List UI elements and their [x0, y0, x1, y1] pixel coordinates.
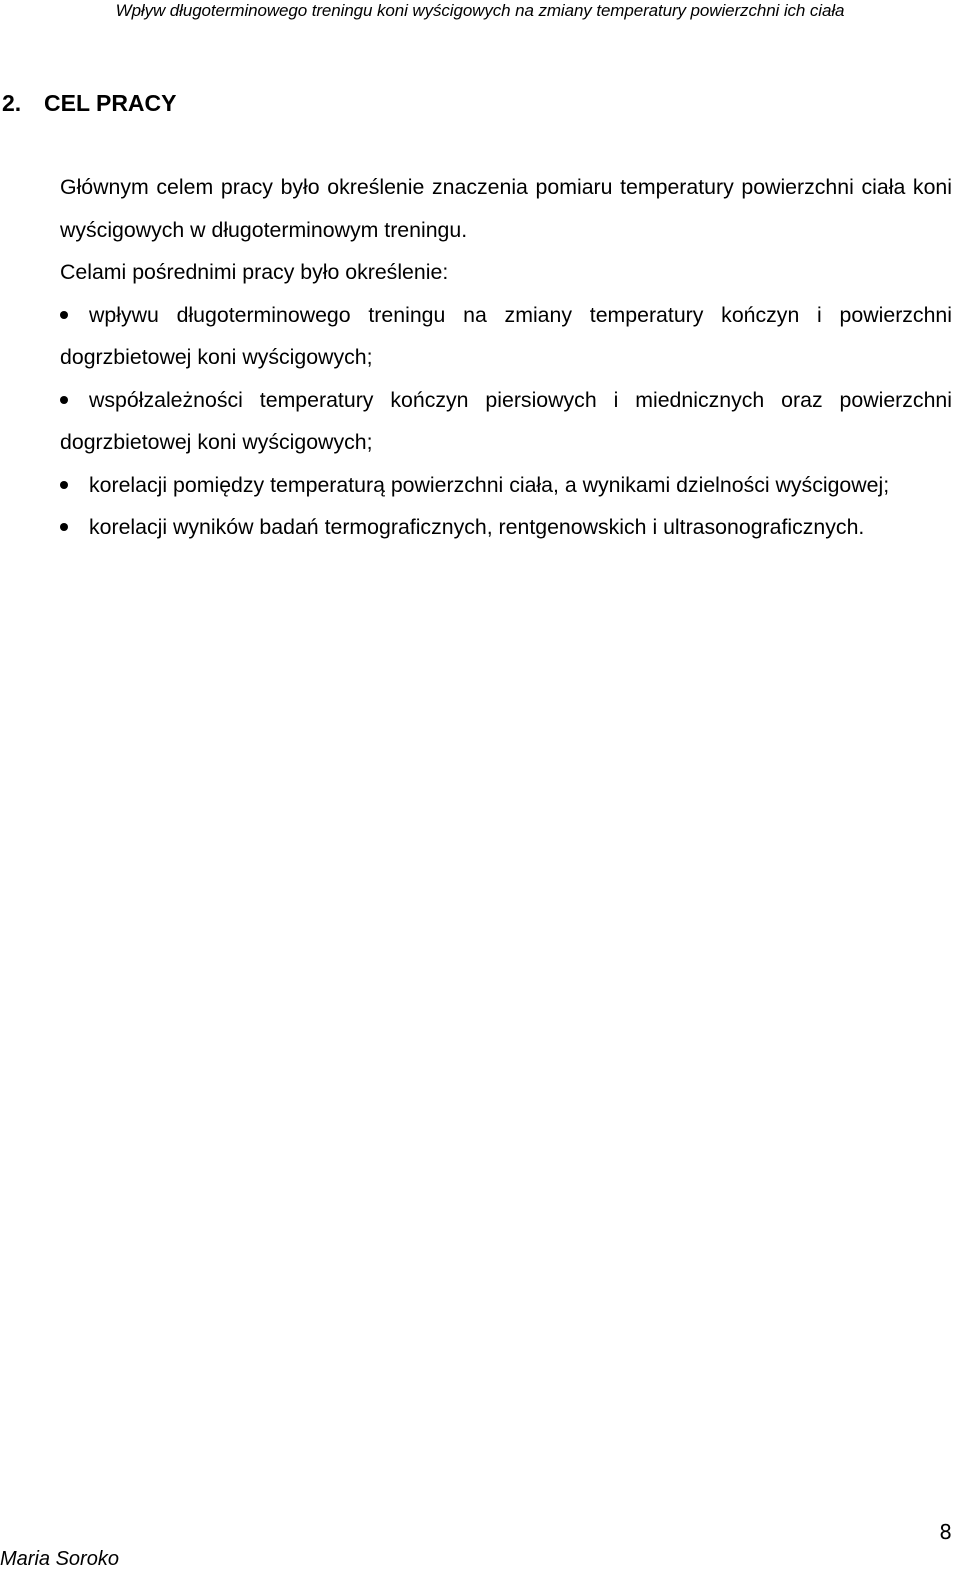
list-item [60, 506, 952, 549]
section-title: CEL PRACY [44, 90, 177, 116]
list-item-text: korelacji pomiędzy temperaturą powierzchni ciała, a wynikami dzielności wyścigowej; [89, 472, 890, 497]
list-item-text: wpływu długoterminowego treningu na zmiany temperatury kończyn i powierzchni dogrzbietowej koni wyścigowych; [60, 302, 952, 369]
bullet-icon [60, 464, 89, 507]
list-item-text: współzależności temperatury kończyn piersiowych i miednicznych oraz powierzchni dogrzbietowej koni wyścigowych; [60, 387, 952, 454]
bullet-icon [60, 294, 89, 337]
author-name: Maria Soroko [0, 1548, 119, 1570]
list-item [60, 464, 952, 507]
running-header: Wpływ długoterminowego treningu koni wyścigowych na zmiany temperatury powierzchni ich ciała [115, 1, 845, 20]
goals-list [60, 294, 952, 549]
section-number: 2. [2, 90, 22, 116]
intro-paragraph: Głównym celem pracy było określenie znaczenia pomiaru temperatury powierzchni ciała koni wyścigowych w długoterminowym treningu. [60, 175, 952, 242]
list-item [60, 294, 952, 379]
list-item-text: korelacji wyników badań termograficznych, rentgenowskich i ultrasonograficznych. [89, 515, 865, 539]
page-number: 8 [939, 1520, 952, 1544]
bullet-icon [60, 379, 89, 422]
body-text [60, 166, 952, 549]
bullet-icon [60, 506, 89, 549]
section-heading [2, 88, 177, 118]
lead-paragraph: Celami pośrednimi pracy było określenie: [60, 260, 449, 284]
list-item [60, 379, 952, 464]
